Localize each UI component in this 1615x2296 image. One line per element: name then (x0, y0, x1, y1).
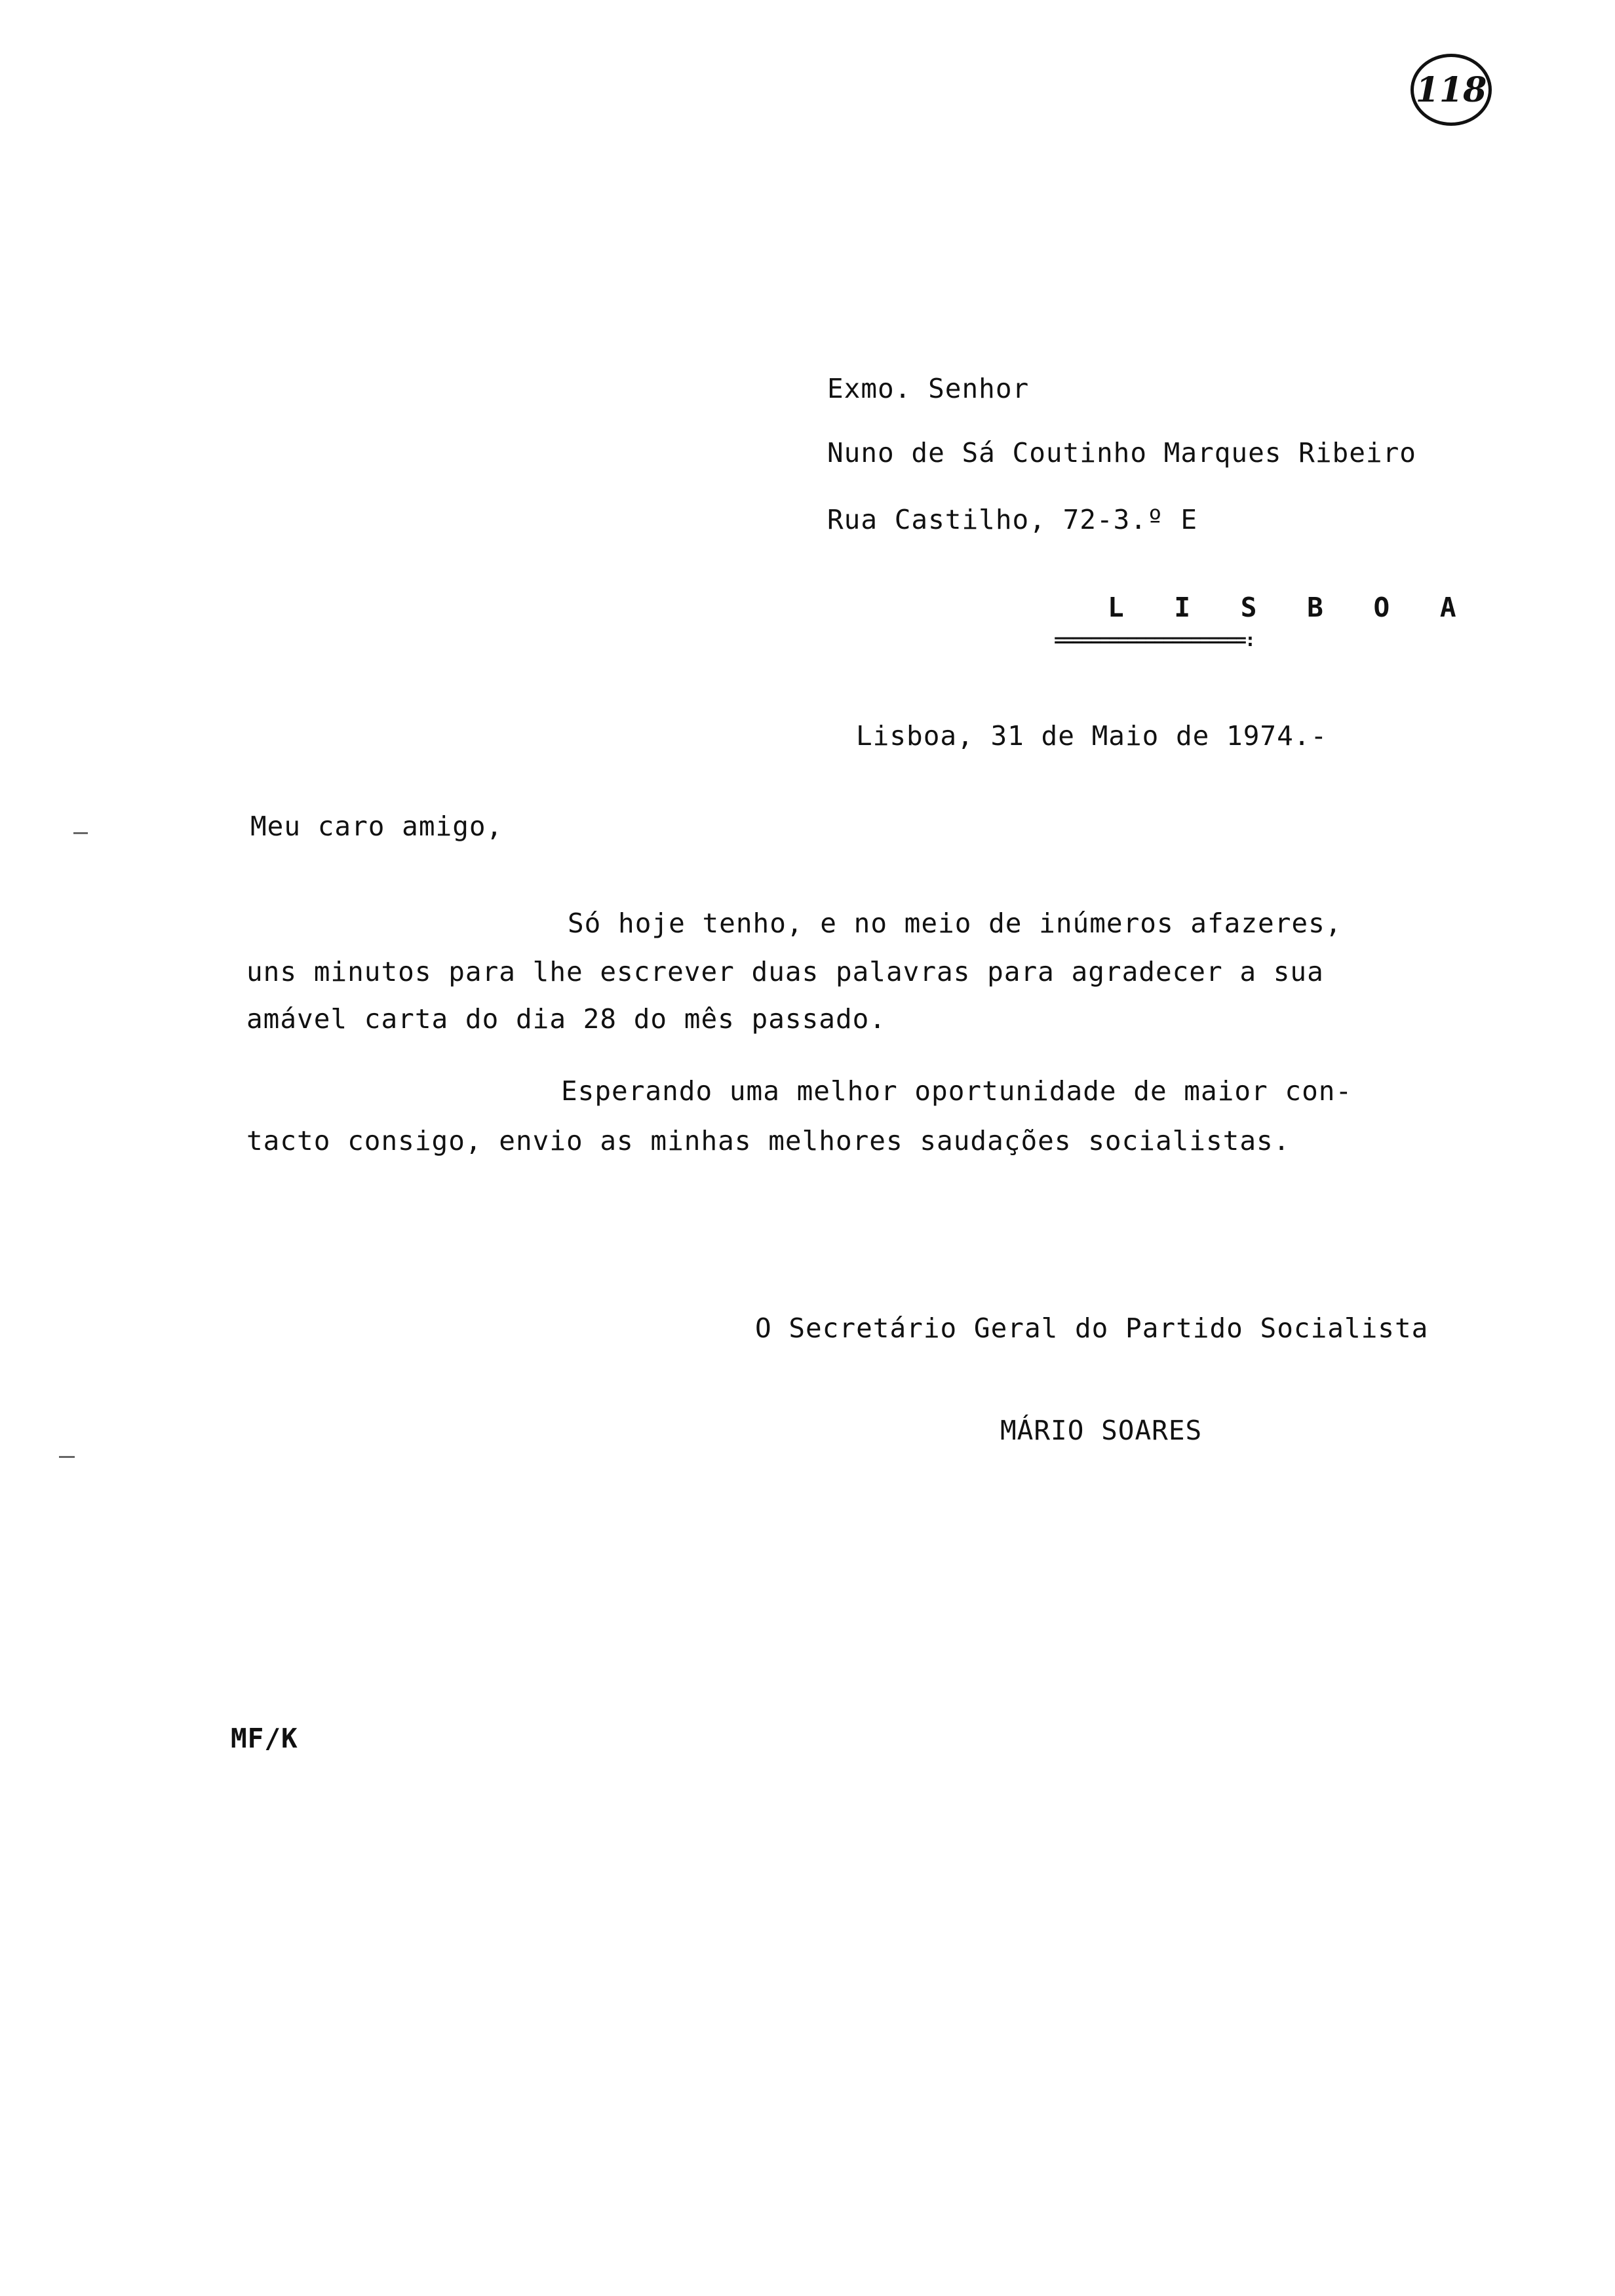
margin-tick-bottom (59, 1456, 75, 1458)
body-paragraph-2-line-2: tacto consigo, envio as minhas melhores saudações socialistas. (246, 1125, 1291, 1157)
date-line: Lisboa, 31 de Maio de 1974.- (856, 720, 1328, 752)
body-paragraph-2-line-1: Esperando uma melhor oportunidade de maior con- (561, 1075, 1353, 1107)
body-paragraph-1-line-1: Só hoje tenho, e no meio de inúmeros afazeres, (568, 908, 1342, 939)
recipient-salutation: Exmo. Senhor (827, 373, 1030, 404)
recipient-street: Rua Castilho, 72-3.º E (827, 504, 1198, 535)
recipient-name: Nuno de Sá Coutinho Marques Ribeiro (827, 437, 1416, 469)
signature-title: O Secretário Geral do Partido Socialista (755, 1312, 1429, 1344)
signature-name: MÁRIO SOARES (1000, 1415, 1203, 1446)
margin-tick-top (73, 832, 88, 834)
recipient-city: L I S B O A (1108, 592, 1473, 623)
recipient-city-underline: =====================: (1054, 629, 1254, 651)
archive-number-stamp: 118 (1411, 54, 1492, 126)
body-paragraph-1-line-3: amável carta do dia 28 do mês passado. (246, 1003, 886, 1035)
typist-reference: MF/K (231, 1723, 298, 1754)
body-paragraph-1-line-2: uns minutos para lhe escrever duas palavras para agradecer a sua (246, 956, 1324, 987)
greeting: Meu caro amigo, (250, 811, 503, 842)
